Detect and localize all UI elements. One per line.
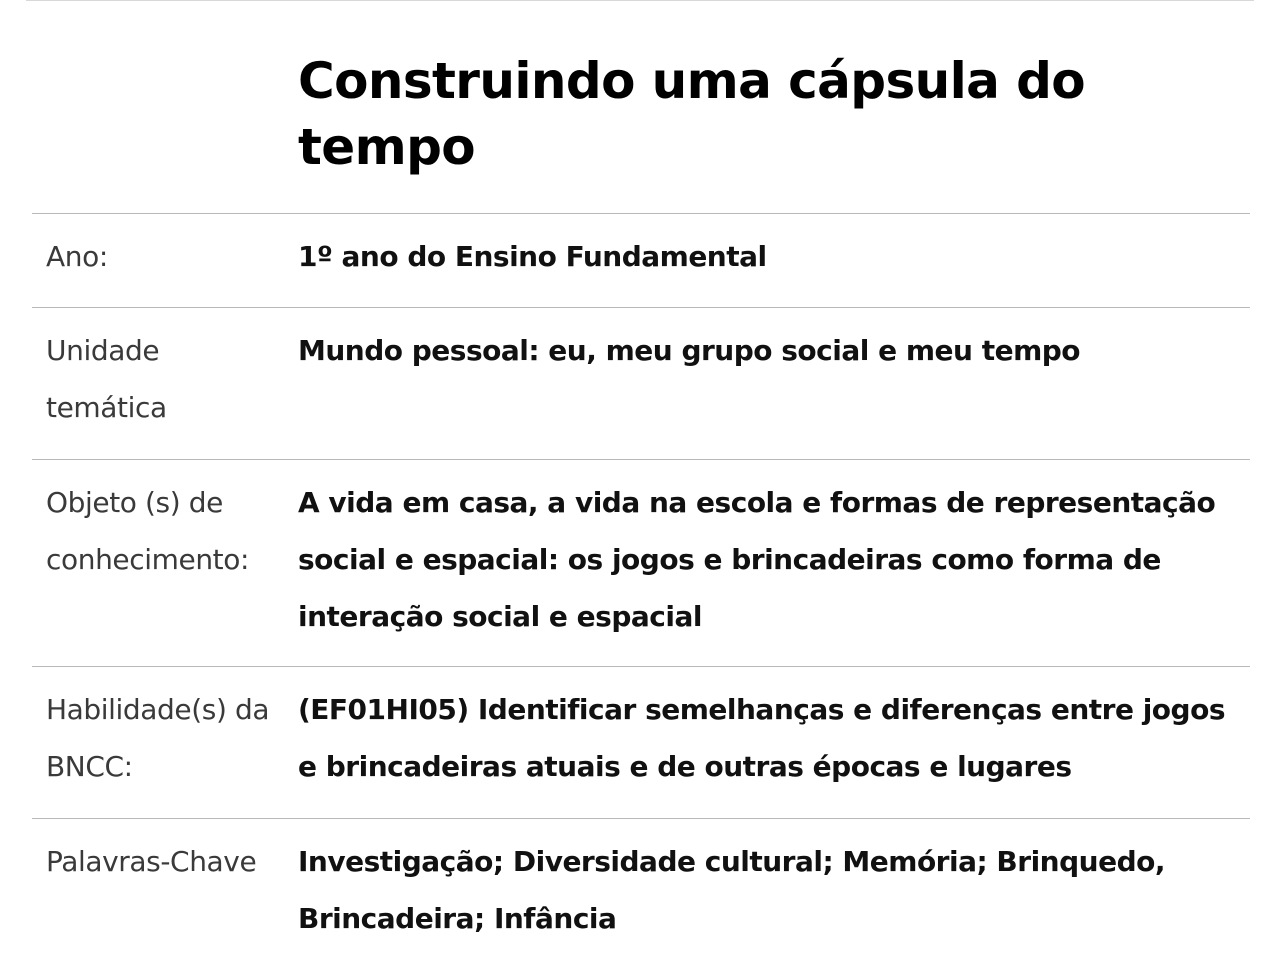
table-row-habilidades-bncc [32,666,1250,818]
table-row-objeto-conhecimento [32,459,1250,666]
info-table [32,213,1250,958]
row-value: Mundo pessoal: eu, meu grupo social e meu tempo [298,334,1081,367]
row-value: Investigação; Diversidade cultural; Memória; Brinquedo, Brincadeira; Infância [298,845,1165,935]
row-label: Palavras-Chave [46,845,257,878]
table-row-palavras-chave [32,818,1250,958]
row-value: A vida em casa, a vida na escola e formas de representação social e espacial: os jogos e brincadeiras como forma de interação social e espacial [298,486,1216,633]
table-row-unidade-tematica [32,307,1250,459]
row-value: (EF01HI05) Identificar semelhanças e diferenças entre jogos e brincadeiras atuais e de outras épocas e lugares [298,693,1225,783]
row-label: Ano: [46,240,108,273]
page-top-edge [26,0,1254,1]
row-label: Objeto (s) de conhecimento: [46,486,250,576]
row-value: 1º ano do Ensino Fundamental [298,240,767,273]
row-label: Habilidade(s) da BNCC: [46,693,270,783]
page-title: Construindo uma cápsula do tempo [298,52,1086,176]
row-label: Unidade temática [46,334,167,424]
table-row-ano [32,213,1250,307]
